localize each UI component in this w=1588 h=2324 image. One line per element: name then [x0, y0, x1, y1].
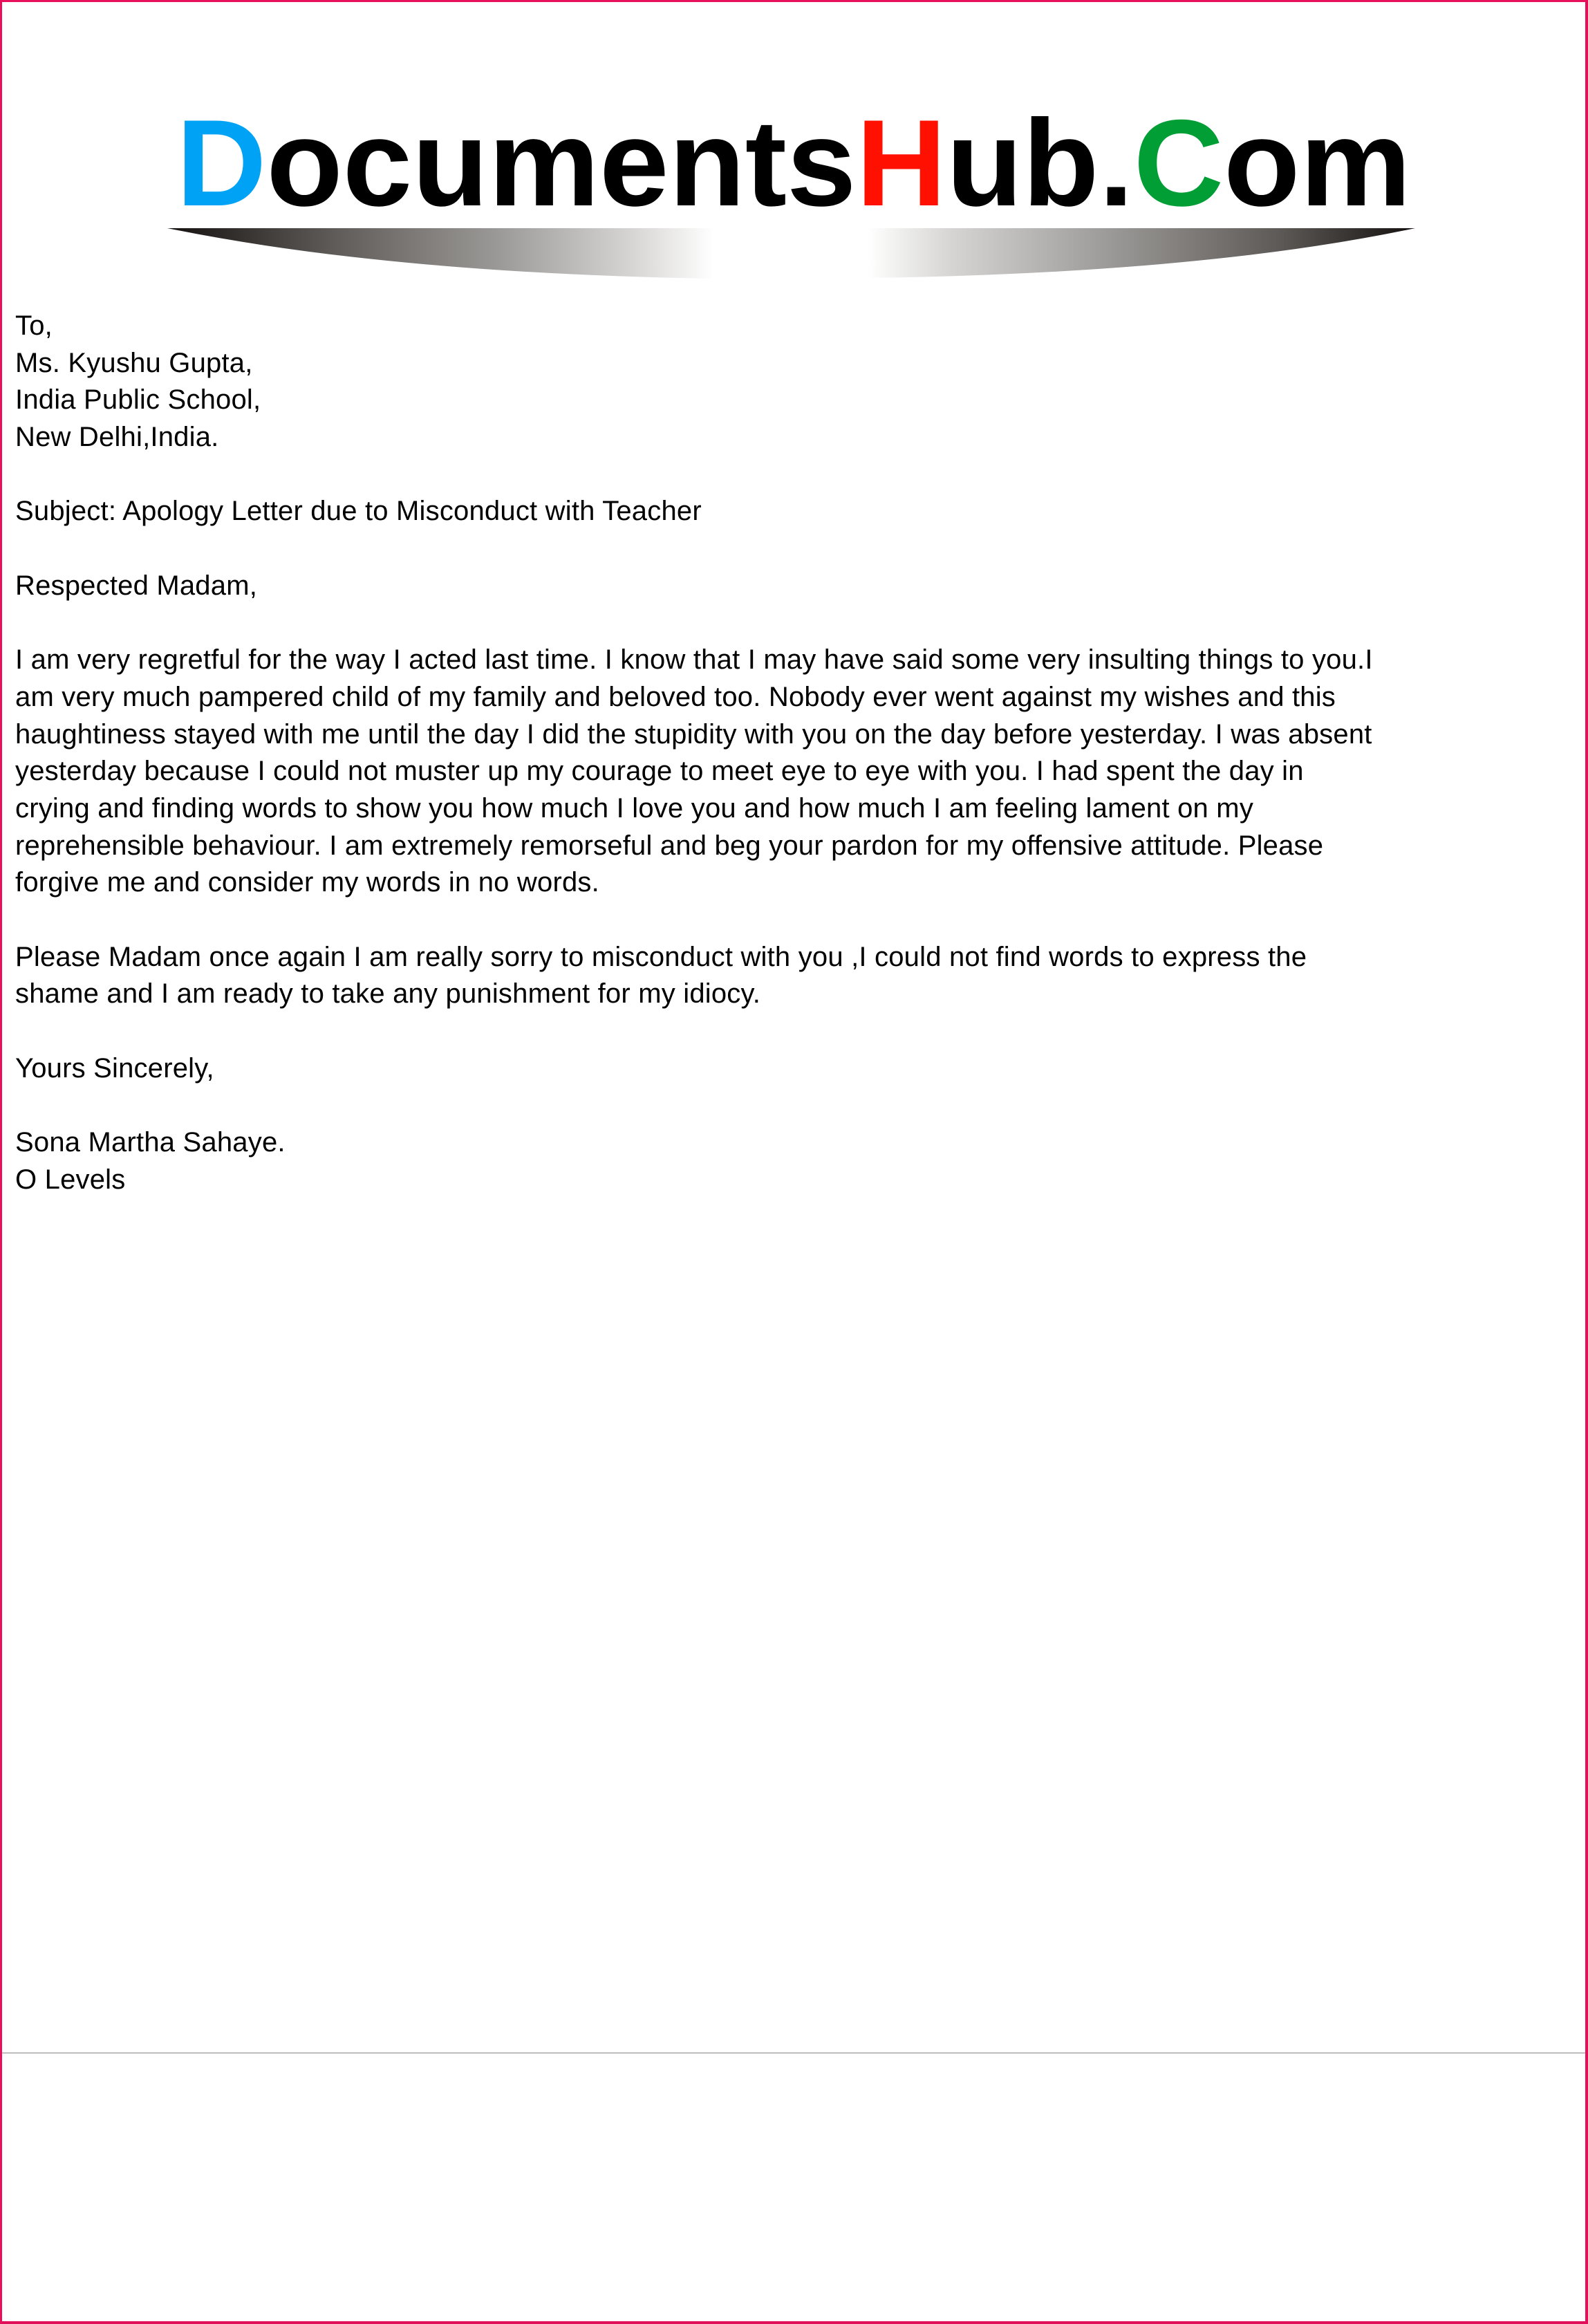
paragraph-line: forgive me and consider my words in no words. — [15, 867, 599, 898]
greeting: Respected Madam, — [15, 570, 258, 601]
spacer — [15, 1013, 1571, 1050]
paragraph-line: haughtiness stayed with me until the day I did the stupidity with you on the day before yesterday. I was absent — [15, 718, 1372, 750]
horizontal-divider — [2, 2052, 1585, 2054]
salutation-to: To, — [15, 310, 53, 341]
documentshub-logo — [0, 0, 1588, 304]
logo-text-ocuments: ocuments — [266, 94, 848, 232]
logo-text-ub: ub. — [946, 94, 1131, 232]
paragraph-line: reprehensible behaviour. I am extremely remorseful and beg your pardon for my offensive attitude. Please — [15, 830, 1324, 861]
recipient-organization: India Public School, — [15, 384, 261, 416]
spacer — [15, 605, 1571, 642]
paragraph-line: Please Madam once again I am really sorry to misconduct with you ,I could not find words to express the — [15, 941, 1307, 972]
logo-letter-h: H — [856, 94, 945, 232]
paragraph-line: yesterday because I could not muster up my courage to meet eye to eye with you. I had spent the day in — [15, 756, 1304, 787]
paragraph-apology — [15, 642, 1571, 902]
logo-letter-d: D — [176, 94, 265, 232]
logo-swoosh-right — [868, 228, 1415, 278]
paragraph-line: am very much pampered child of my family and beloved too. Nobody ever went against my wishes and this — [15, 681, 1336, 712]
paragraph-line: crying and finding words to show you how much I love you and how much I am feeling lament on my — [15, 792, 1254, 824]
signature-name: Sona Martha Sahaye. — [15, 1127, 286, 1158]
logo-letter-c: C — [1133, 94, 1223, 232]
recipient-name: Ms. Kyushu Gupta, — [15, 347, 253, 378]
logo-text-om: om — [1224, 94, 1409, 232]
spacer — [15, 456, 1571, 494]
recipient-location: New Delhi,India. — [15, 422, 219, 453]
letter-body — [15, 308, 1571, 1199]
logo-swoosh-left — [167, 228, 713, 279]
paragraph-line: shame and I am ready to take any punishment for my idiocy. — [15, 978, 761, 1010]
spacer — [15, 530, 1571, 568]
paragraph-closing-apology — [15, 939, 1571, 1013]
logo-wordmark — [176, 94, 1411, 232]
subject-line: Subject: Apology Letter due to Misconduct with Teacher — [15, 496, 702, 527]
closing: Yours Sincerely, — [15, 1052, 214, 1084]
spacer — [15, 902, 1571, 939]
spacer — [15, 1087, 1571, 1124]
signature-designation: O Levels — [15, 1164, 126, 1195]
paragraph-line: I am very regretful for the way I acted last time. I know that I may have said some very insulting things to you.I — [15, 644, 1373, 676]
